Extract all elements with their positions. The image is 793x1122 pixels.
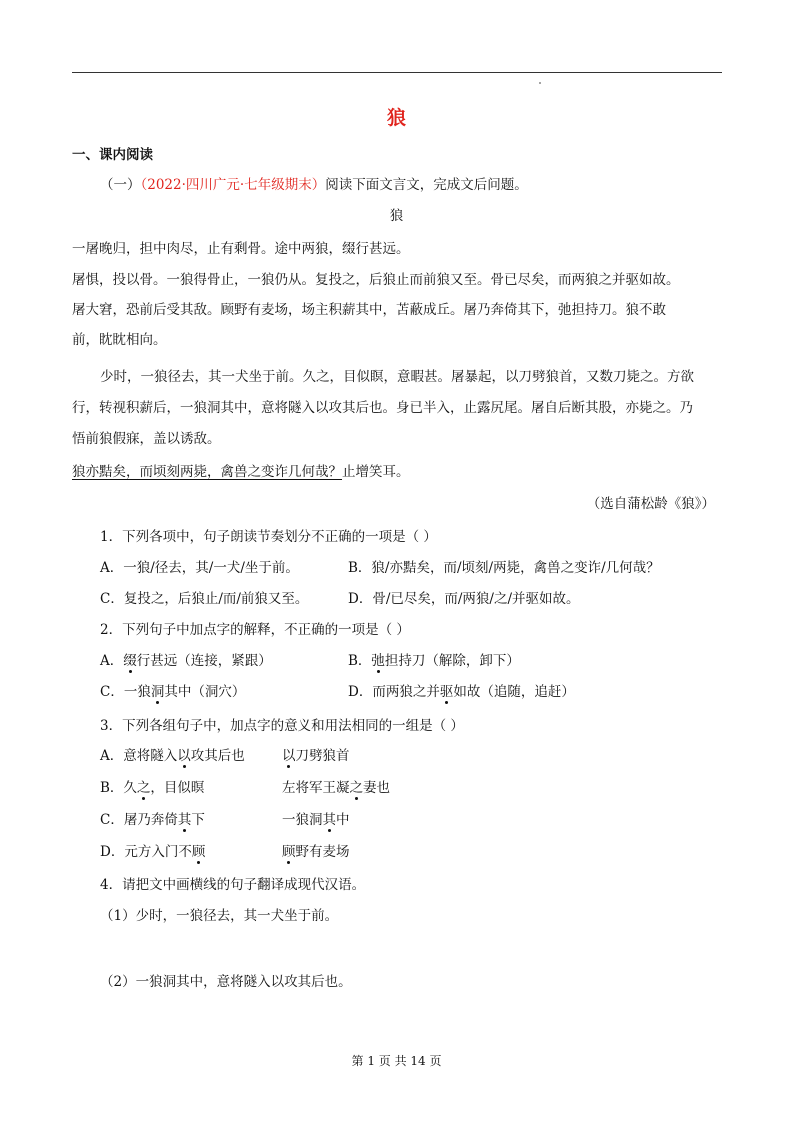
- intro-prefix: （一）: [100, 177, 141, 193]
- dotted-char: 之: [349, 780, 363, 796]
- q2-stem: 2．下列句子中加点字的解释，不正确的一项是（ ）: [100, 622, 410, 638]
- passage-line: 少时，一狼径去，其一犬坐于前。久之，目似瞑，意暇甚。屠暴起，以刀劈狼首，又数刀毙之。方欲: [100, 369, 694, 385]
- text: D．元方入门不: [100, 844, 192, 860]
- text: 刀劈狼首: [295, 748, 350, 764]
- passage-line: 屠惧，投以骨。一狼得骨止，一狼仍从。复投之，后狼止而前狼又至。骨已尽矣，而两狼之并驱如故。: [72, 272, 680, 288]
- text: 如故（追随，追赶）: [453, 684, 575, 700]
- attribution: （选自蒲松龄《狼》）: [586, 496, 715, 512]
- q4-sentence-1: （1）少时，一狼径去，其一犬坐于前。: [100, 908, 339, 924]
- text: 左将军王凝: [282, 780, 350, 796]
- dotted-char: 顾: [191, 844, 206, 860]
- q3-option-c-right: [282, 810, 350, 830]
- text: 其中（洞穴）: [164, 684, 246, 700]
- header-rule: [72, 72, 722, 73]
- text: 妻也: [363, 780, 390, 796]
- text: 担持刀（解除，卸下）: [384, 653, 520, 669]
- q1-option-c: C．复投之，后狼止/而/前狼又至。: [100, 591, 309, 607]
- q3-option-d-right: [282, 842, 350, 862]
- dotted-char: 以: [282, 748, 296, 764]
- q2-option-a: [100, 651, 272, 671]
- underlined-sentence: 狼亦黠矣，而顷刻两毙，禽兽之变诈几何哉？: [72, 464, 342, 480]
- dotted-char: 之: [136, 780, 151, 796]
- q3-stem: 3．下列各组句子中，加点字的意义和用法相同的一组是（ ）: [100, 718, 464, 734]
- text: 下: [191, 812, 205, 828]
- q3-option-a-left: [100, 746, 245, 766]
- text: ，目似暝: [150, 780, 205, 796]
- text: 中: [336, 812, 350, 828]
- q1-option-a: A．一狼/径去，其/一犬/坐于前。: [100, 560, 299, 576]
- passage-line: 一屠晚归，担中肉尽，止有剩骨。途中两狼，缀行甚远。: [72, 241, 410, 257]
- dotted-char: 其: [322, 812, 336, 828]
- passage-underlined-line: [72, 462, 410, 482]
- text: B．久: [100, 780, 137, 796]
- text: C．屠乃奔倚: [100, 812, 178, 828]
- dotted-char: 洞: [150, 684, 165, 700]
- passage-line: 悟前狼假寐，盖以诱敌。: [72, 431, 221, 447]
- dotted-char: 弛: [371, 653, 385, 669]
- text: 行甚远（连接，紧跟）: [136, 653, 272, 669]
- text: 一狼洞: [282, 812, 323, 828]
- passage-line: 行，转视积薪后，一狼洞其中，意将隧入以攻其后也。身已半入，止露尻尾。屠自后断其股，亦毙之。乃: [72, 400, 693, 416]
- q2-option-d: [348, 682, 575, 702]
- text: A．: [100, 653, 124, 669]
- q1-option-b: B．狼/亦黠矣，而/顷刻/两毙，禽兽之变诈/几何哉？: [348, 560, 660, 576]
- text: A．意将隧入: [100, 748, 178, 764]
- passage-title: 狼: [389, 208, 404, 224]
- page-title: 狼: [386, 107, 406, 129]
- q3-option-d-left: [100, 842, 205, 862]
- q2-option-c: [100, 682, 245, 702]
- q3-option-c-left: [100, 810, 205, 830]
- dotted-char: 缀: [123, 653, 137, 669]
- passage-line: 屠大窘，恐前后受其敌。顾野有麦场，场主积薪其中，苫蔽成丘。屠乃奔倚其下，弛担持刀。狼不敢: [72, 302, 666, 318]
- text: C．一狼: [100, 684, 151, 700]
- passage-line: 前，眈眈相向。: [72, 332, 167, 348]
- text: D．而两狼之并: [348, 684, 440, 700]
- q3-option-b-right: [282, 778, 390, 798]
- header-dot: [539, 82, 541, 84]
- text: 野有麦场: [295, 844, 350, 860]
- q1-option-d: D．骨/已尽矣，而/两狼/之/并驱如故。: [348, 591, 580, 607]
- intro-line: [100, 175, 528, 195]
- text: B．: [348, 653, 372, 669]
- page-footer: 第 1 页 共 14 页: [351, 1054, 442, 1068]
- q3-option-a-right: [282, 746, 350, 766]
- q4-stem: 4．请把文中画横线的句子翻译成现代汉语。: [100, 877, 366, 893]
- intro-text: 阅读下面文言文，完成文后问题。: [325, 177, 528, 193]
- q1-stem: 1．下列各项中，句子朗读节奏划分不正确的一项是（ ）: [100, 529, 437, 545]
- dotted-char: 其: [177, 812, 192, 828]
- after-underlined: 止增笑耳。: [342, 464, 410, 480]
- section-heading: 一、课内阅读: [72, 147, 153, 163]
- text: 攻其后也: [190, 748, 245, 764]
- dotted-char: 顾: [282, 844, 296, 860]
- intro-source: （2022·四川广元·七年级期末）: [140, 177, 326, 193]
- dotted-char: 以: [177, 748, 191, 764]
- q2-option-b: [348, 651, 520, 671]
- dotted-char: 驱: [439, 684, 454, 700]
- q4-sentence-2: （2）一狼洞其中，意将隧入以攻其后也。: [100, 974, 352, 990]
- q3-option-b-left: [100, 778, 204, 798]
